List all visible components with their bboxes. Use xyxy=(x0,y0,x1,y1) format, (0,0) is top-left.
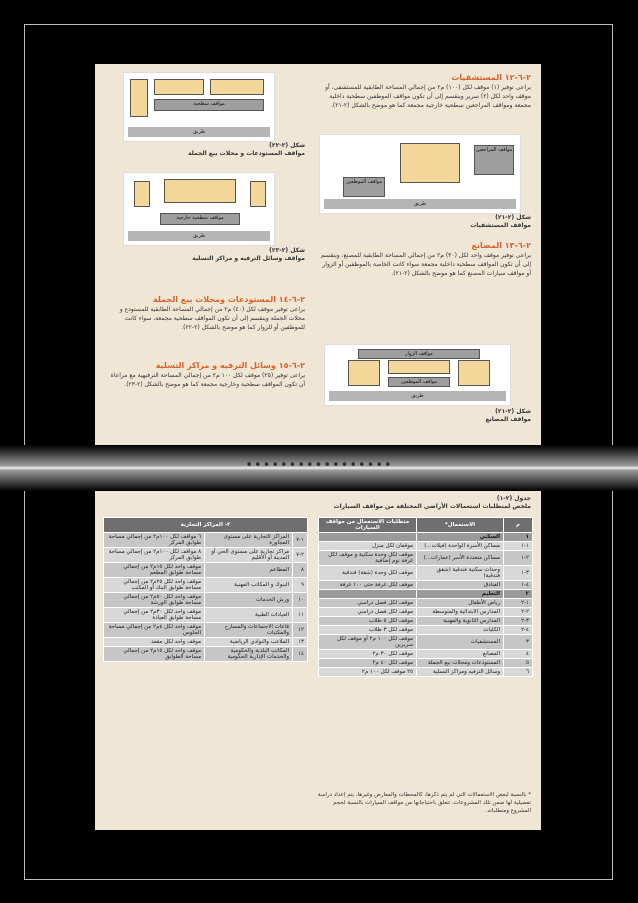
table-cell: ١٢ xyxy=(293,623,308,638)
factory-building xyxy=(348,360,380,386)
separator-dots: ••••••••••••••••• xyxy=(245,458,393,473)
factory-parking-diagram xyxy=(324,344,511,406)
table-row xyxy=(104,638,308,647)
table-cell xyxy=(319,590,417,599)
column-header: متطلبات الاستعمال من مواقف السيارات xyxy=(319,518,417,533)
table-row xyxy=(319,659,533,668)
table-row xyxy=(319,533,533,542)
table-cell: ١٠ xyxy=(293,593,308,608)
table-row xyxy=(104,623,308,638)
section-hospitals xyxy=(316,72,531,110)
table-cell: موقف واحد لكل مقعد xyxy=(104,638,205,647)
table-number: جدول (٢-١) xyxy=(496,495,531,502)
figure-label: شكل (٢-٢٢) xyxy=(269,142,305,149)
table-cell: موقف واحد لكل ٤م٢ من إجمالي مساحة الجلوس xyxy=(104,623,205,638)
section-warehouses xyxy=(105,294,305,332)
table-cell: موقف لكل ٣ طلاب xyxy=(319,626,417,635)
staff-parking-lot: مواقف الموظفين xyxy=(388,377,450,387)
table-cell: ٣ xyxy=(504,635,533,650)
road: طريق xyxy=(128,231,270,241)
document-page-top xyxy=(95,64,541,449)
entertainment-parking-diagram xyxy=(123,172,275,246)
table-row xyxy=(319,566,533,581)
table-cell: موقف لكل ٣٠ م٢ xyxy=(319,650,417,659)
table-cell: المستودعات ومحلات بيع الجملة xyxy=(417,659,504,668)
staff-parking-lot: مواقف الموظفين xyxy=(343,177,385,197)
table-cell: الكليات xyxy=(417,626,504,635)
table-cell: موقفان لكل منزل xyxy=(319,542,417,551)
figure-caption: مواقف وسائل الترفيه و مراكز التسلية xyxy=(192,255,305,262)
table-row xyxy=(319,581,533,590)
table-row xyxy=(104,608,308,623)
entertainment-building xyxy=(164,179,236,203)
table-cell: المراكز التجارية على مستوى المجاورة xyxy=(205,533,293,548)
table-cell: موقف لكل فصل دراسي xyxy=(319,599,417,608)
section-entertainment xyxy=(105,360,305,389)
table-cell: موقف واحد لكل ٢٥م٢ من إجمالي مساحة طوابق البنك أو المكتب xyxy=(104,578,205,593)
figure-caption: مواقف المستشفيات xyxy=(470,222,531,229)
figure-label: شكل (٢-٢١) xyxy=(495,408,531,415)
table-cell: ٢-٧ xyxy=(293,548,308,563)
table-cell: المدارس الثانوية والمهنية xyxy=(417,617,504,626)
table-row xyxy=(319,590,533,599)
table-heading xyxy=(311,495,531,511)
table-row xyxy=(319,599,533,608)
column-header: الاستعمال* xyxy=(417,518,504,533)
table-cell: ٨ مواقف لكل ١٠٠م٢ من إجمالي مساحة طوابق المركز xyxy=(104,548,205,563)
table-cell: المستشفيات xyxy=(417,635,504,650)
figure-caption-warehouses xyxy=(105,142,305,158)
table-cell: ١ xyxy=(504,533,533,542)
table-row xyxy=(319,608,533,617)
table-cell: وسائل الترفيه ومراكز التسلية xyxy=(417,668,504,677)
section-body: يراعى توفير موقف واحد لكل (٣٠) م٢ من إجمالي المساحة الطابقية للمصنع، وينقسم إلى أن تكون المواقف سطحية داخلية مجمعة سواء كانت الخاصة بالموظفين أو الزوار أو مواقف سيارات المصنع كما هو موضح بالشكل (٢-٢١). xyxy=(321,252,531,277)
figure-label: شكل (٢-٢٣) xyxy=(269,247,305,254)
table-cell: التعليم xyxy=(417,590,504,599)
table-cell: ١-١ xyxy=(504,542,533,551)
table-row xyxy=(319,617,533,626)
table-cell: البنوك و المكاتب المهنية xyxy=(205,578,293,593)
road: طريق xyxy=(324,199,516,209)
table-row xyxy=(104,593,308,608)
table-cell: موقف واحد لكل ١٥م٢ من إجمالي مساحة طوابق المطعم xyxy=(104,563,205,578)
table-cell: موقف لكل غرفة حتى ١٠٠ غرفة xyxy=(319,581,417,590)
surface-parking-lot: مواقف سطحية خارجية xyxy=(160,213,240,225)
table-cell: موقف لكل فصل دراسي xyxy=(319,608,417,617)
table-row xyxy=(319,626,533,635)
table-cell: المكاتب البلدية والحكومية والخدمات الإدارية الحكومية xyxy=(205,647,293,662)
table-cell: ٨ xyxy=(293,563,308,578)
table-cell: السكني xyxy=(417,533,504,542)
table-row xyxy=(319,650,533,659)
entertainment-building xyxy=(250,181,266,207)
table-row xyxy=(104,578,308,593)
section-title: ٢-٦-١٢ المستشفيات xyxy=(451,73,531,82)
document-page-bottom xyxy=(95,491,541,830)
table-row xyxy=(104,647,308,662)
table-cell: ٢-٢ xyxy=(504,608,533,617)
figure-caption: مواقف المصانع xyxy=(485,416,531,423)
warehouse-building xyxy=(210,79,264,95)
table-cell: ١-٧ xyxy=(293,533,308,548)
table-cell: رياض الأطفال xyxy=(417,599,504,608)
table-section-header: ٢- المراكز التجارية xyxy=(104,518,308,533)
table-cell: ٣-١ xyxy=(504,566,533,581)
table-cell: الفنادق xyxy=(417,581,504,590)
table-title: ملخص لمتطلبات استعمالات الأراضي المختلفة من مواقف السيارات xyxy=(333,503,531,510)
section-body: يراعى توفير (٢٥) موقف لكل ١٠٠ م٢ من إجمالي المساحة الترفيهية مع مراعاة أن تكون المواقف سطحية وخارجية مجمعة كما هو موضح بالشكل (٢-٢٣). xyxy=(110,372,305,388)
table-cell: قاعات الاجتماعات والمسارح والمكتبات xyxy=(205,623,293,638)
table-row xyxy=(104,563,308,578)
table-cell: المدارس الابتدائية والمتوسطة xyxy=(417,608,504,617)
figure-caption-factories xyxy=(316,408,531,424)
table-cell: ٤-٢ xyxy=(504,626,533,635)
table-cell: موقف لكل ٥ طلاب xyxy=(319,617,417,626)
warehouse-parking-diagram xyxy=(123,72,275,142)
section-body: يراعى توفير موقف لكل (٤٠) م٢ من إجمالي المساحة الطابقية للمستودع و محلات الجملة وينقسم إلى أن تكون المواقف سطحية مجمعة، سواء كانت للموظفين أو للزوار كما هو موضح بالشكل (٢-٢٢). xyxy=(119,306,305,331)
section-title: ٢-٦-١٣ المصانع xyxy=(471,241,531,250)
section-body: يراعى توفير (١) موقف لكل (١٠٠) م٢ من إجمالي المساحة الطابقية للمستشفى، أو موقف واحد لكل (٢) سرير وينقسم إلى أن تكون مواقف الموظفين سطحية داخلية مجمعة ومواقف المراجعين سطحية خارجية مجمعة كما هو موضح بالشكل (٢-٢١). xyxy=(325,84,531,109)
table-cell: ٢٥ موقف لكل ١٠٠ م٢ xyxy=(319,668,417,677)
road: طريق xyxy=(128,127,270,137)
table-cell: المطاعم xyxy=(205,563,293,578)
factory-building xyxy=(458,360,490,386)
surface-parking-lot: مواقف سطحية xyxy=(154,99,264,111)
parking-requirements-table xyxy=(318,517,533,677)
hospital-building xyxy=(400,143,460,183)
table-cell: موقف لكل ١٠٠ م٢ أو موقف لكل سريرين xyxy=(319,635,417,650)
section-factories xyxy=(316,240,531,278)
table-row xyxy=(319,542,533,551)
warehouse-building xyxy=(154,79,204,95)
table-row xyxy=(319,668,533,677)
table-row xyxy=(104,548,308,563)
figure-caption-hospitals xyxy=(316,214,531,230)
table-row xyxy=(319,635,533,650)
table-cell: موقف لكل وحدة (شقة) فندقية xyxy=(319,566,417,581)
table-cell: ورش الخدمات xyxy=(205,593,293,608)
table-cell: وحدات سكنية فندقية (شقق فندقية) xyxy=(417,566,504,581)
section-title: ٢-٦-١٥ وسائل الترفيه و مراكز التسلية xyxy=(155,361,305,370)
table-cell: ٣-٢ xyxy=(504,617,533,626)
table-cell: موقف لكل ٤٠ م٢ xyxy=(319,659,417,668)
table-cell: ٦ xyxy=(504,668,533,677)
section-title: ٢-٦-١٤ المستودعات ومحلات بيع الجملة xyxy=(152,295,305,304)
table-cell: موقف واحد لكل ١٥م٢ من إجمالي مساحة الطوابق xyxy=(104,647,205,662)
table-cell: الملاعب والنوادي الرياضية xyxy=(205,638,293,647)
visitor-parking-lot: مواقف الزوار xyxy=(358,349,480,359)
table-cell: ٢ xyxy=(504,590,533,599)
table-row xyxy=(104,533,308,548)
table-cell: ٤-١ xyxy=(504,581,533,590)
table-cell: ٤ xyxy=(504,650,533,659)
table-footnote: * بالنسبة لبعض الاستعمالات التي لم يتم ذكرها، كالمحطات والمعارض وغيرها، يتم إعداد دراسة تفصيلية لها ضمن تلك المشروعات، تتعلق باحتياجاتها من مواقف السيارات بالنسبة لحجم المشروع ومتطلباته. xyxy=(317,792,531,814)
figure-caption: مواقف المستودعات و محلات بيع الجملة xyxy=(187,150,305,157)
figure-caption-entertainment xyxy=(105,247,305,263)
table-cell: موقف واحد لكل ٣٠م٢ من إجمالي مساحة طوابق العيادة xyxy=(104,608,205,623)
hospital-parking-diagram xyxy=(319,134,521,214)
column-header: م xyxy=(504,518,533,533)
figure-label: شكل (٢-٢١) xyxy=(495,214,531,221)
entertainment-building xyxy=(134,181,150,207)
table-cell: ٩ xyxy=(293,578,308,593)
table-cell: مساكن متعددة الأسر (عمارات...) xyxy=(417,551,504,566)
table-cell: مراكز تجارية على مستوى الحي أو المدينة أو الأقليم xyxy=(205,548,293,563)
table-cell: ١٤ xyxy=(293,647,308,662)
warehouse-building xyxy=(130,79,148,117)
table-cell: المصانع xyxy=(417,650,504,659)
table-row xyxy=(319,551,533,566)
table-cell: ١-٢ xyxy=(504,599,533,608)
commercial-parking-table xyxy=(103,517,308,662)
visitor-parking-lot: مواقف المراجعين xyxy=(474,145,514,175)
table-cell: ٢-١ xyxy=(504,551,533,566)
table-cell: ٦ مواقف لكل ١٠٠م٢ من إجمالي مساحة طوابق المركز xyxy=(104,533,205,548)
table-cell: مساكن الأسرة الواحدة (فيلات...) xyxy=(417,542,504,551)
table-cell: العيادات الطبية xyxy=(205,608,293,623)
table-cell: موقف واحد لكل ٥٠م٢ من إجمالي مساحة طوابق الورشة xyxy=(104,593,205,608)
table-cell: ١١ xyxy=(293,608,308,623)
table-cell: ٥ xyxy=(504,659,533,668)
table-cell: ١٣ xyxy=(293,638,308,647)
road: طريق xyxy=(329,391,506,401)
table-cell: موقف لكل وحدة سكنية و موقف لكل غرفة نوم إضافية xyxy=(319,551,417,566)
factory-building xyxy=(388,360,450,374)
table-cell xyxy=(319,533,417,542)
